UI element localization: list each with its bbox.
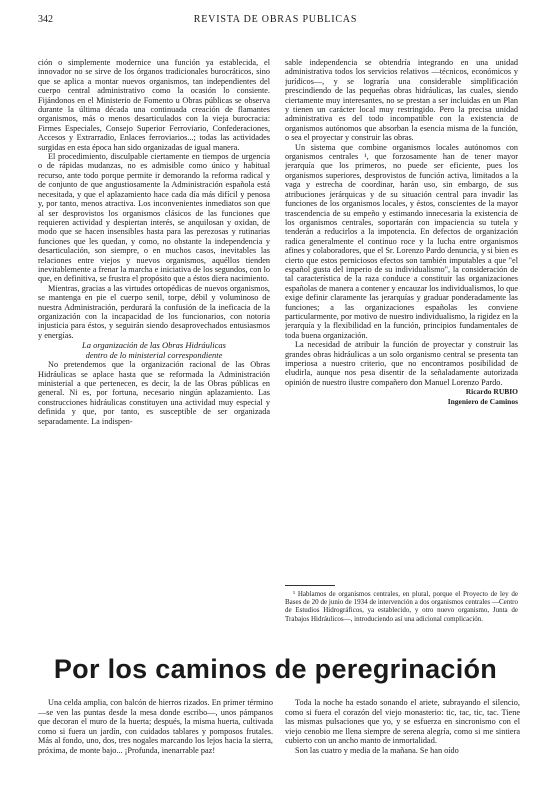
- section-subheading: [38, 340, 270, 360]
- paragraph: sable independencia se obtendría integrando en una unidad administrativa todos los servicios relativos —técnicos, económicos y jurídicos—, y se lograría una considerable simplificación prescindiendo de las pequeñas obras hidráulicas, las cuales, siendo ciertamente muy interesantes, no se prestan a ser incluidas en un Plan y tienen un carácter local muy restringido. Pero la precisa unidad administrativa es del todo incompatible con la existencia de organismos autónomos que absorban la esencia misma de la función, o sea el proyectar y construir las obras.: [285, 58, 518, 143]
- footnote-text: ¹ Hablamos de organismos centrales, en plural, porque el Proyecto de ley de Bases de 20 de junio de 1934 de intervención a dos organismos centrales —Centro de Estudios Hidrográficos, ya establecido, y otro nuevo organismo, Junta de Trabajos Hidráulicos—, introduciendo así una adicional complicación.: [285, 590, 518, 623]
- paragraph: ción o simplemente modernice una función ya establecida, el innovador no se sirve de los órganos tradicionales burocráticos, sino que se aplica a montar nuevos organismos, tan independientes del cuerpo central administrativo como la ocasión lo consiente. Fijándonos en el Ministerio de Fomento u Obras públicas se observa durante la última década una continuada creación de flamantes organismos, más o menos desarticulados con la vieja burocracia: Firmes Especiales, Consejo Superior Ferroviario, Confederaciones, Accesos y Extrarradio, Enlaces ferroviarios...; todas las actividades surgidas en esta época han sido organizadas de igual manera.: [38, 58, 270, 152]
- footnote: [285, 590, 518, 623]
- paragraph: Un sistema que combine organismos locales autónomos con organismos centrales ¹, que forzosamente han de tener mayor jerarquía que los primeros, no puede ser eficiente, pues los organismos superiores, desprovistos de función activa, limitados a la vaga y estrecha de coordinar, harán uso, sin embargo, de sus atribuciones jerárquicas y de su situación central para invadir las funciones de los organismos locales, y éstos, conscientes de la mayor trascendencia de su empeño y estimando innecesaria la existencia de los organismos centrales, soportarán con impaciencia su tutela y tenderán a reducirlos a la impotencia. En defectos de organización radica generalmente el continuo roce y la lucha entre organismos afines y colaboradores, que el Sr. Lorenzo Pardo denuncia, y si bien es cierto que estos perniciosos efectos son también imputables a que "el español gusta del imperio de su individualismo", la consideración de tal característica de la raza conduce a constituir las organizaciones españolas de manera a contener y encauzar los individualismos, lo que exige definir claramente las jerarquías y graduar ponderadamente las funciones; a las organizaciones españolas les conviene particularmente, por motivo de nuestro individualismo, la rigidez en la jerarquía y la flexibilidad en la función, principios fundamentales de toda buena organización.: [285, 142, 518, 340]
- paragraph: Son las cuatro y media de la mañana. Se han oído: [295, 745, 459, 755]
- footnote-rule: [285, 585, 335, 586]
- paragraph: No pretendemos que la organización racional de las Obras Hidráulicas se aplace hasta que se reformada la Administración ministerial a que pertenecen, es decir, la de las Obras públicas en general. Ni es, por fortuna, necesario ningún aplazamiento. Las construcciones hidráulicas constituyen una actividad muy especial y definida y que, por tanto, es susceptible de ser organizada separadamente. La indispen-: [38, 360, 270, 426]
- running-head: REVISTA DE OBRAS PUBLICAS: [193, 14, 358, 25]
- paragraph: El procedimiento, disculpable ciertamente en tiempos de urgencia o de rápidas mudanzas, no es admisible como único y habitual recurso, ante todo porque permite ir demorando la reforma radical y de conjunto de que angustiosamente la Administración española está necesitada, y que el aplazamiento hace cada día más difícil y penosa y, por tanto, menos atractiva. Los inconvenientes inmediatos son que al ser desprovistos los organismos clásicos de las funciones que requieren actividad y despiertan interés, se anquilosan y oxidan, de modo que se hacen insensibles hasta para las perezosas y rutinarias funciones que les quedan, y como, no obstante la independencia y desarticulación, son siempre, o en muchos casos, inevitables las relaciones entre viejos y nuevos organismos, aquéllos tienden inevitablemente a frenar la marcha e iniciativa de los segundos, con lo que, en definitiva, se frustra el propósito que a éstos diera nacimiento.: [38, 152, 270, 284]
- article-right-column: [285, 698, 520, 798]
- left-column: [38, 58, 270, 628]
- article-title: Por los caminos de peregrinación: [53, 654, 498, 684]
- author-signature: Ricardo RUBIO: [465, 387, 518, 397]
- paragraph: La necesidad de atribuir la función de proyectar y construir las grandes obras hidráulicas a un solo organismo central se presenta tan imperiosa a nuestro criterio, que no encontramos posibilidad de eludirla, aunque nos pesa disentir de la señaladamente autorizada opinión de nuestro ilustre compañero don Manuel Lorenzo Pardo.: [285, 340, 518, 387]
- paragraph: Una celda amplia, con balcón de hierros rizados. En primer término—se ven las puntas desde la mesa donde escribo—, unos pámpanos que decoran el muro de la huerta; después, la misma huerta, cultivada como si fuera un jardín, con cuidados tablares y pomposos frutales. Más al fondo, uno, dos, tres nogales marcando los lejos hacia la sierra, próxima, de monte bajo... ¡Profunda, inenarrable paz!: [38, 698, 273, 755]
- paragraph: Mientras, gracias a las virtudes ortopédicas de nuevos organismos, se mantenga en pie el cuerpo senil, torpe, débil y voluminoso de nuestra Administración, perdurará la confusión de la ineficacia de la organización con la incapacidad de los funcionarios, con notoria injusticia para éstos, y seguirán siendo desaprovechados entusiasmos y energías.: [38, 283, 270, 340]
- subheading-line: dentro de lo ministerial correspondiente: [85, 350, 223, 361]
- subheading-line: La organización de las Obras Hidráulicas: [82, 340, 226, 351]
- article-left-column: [38, 698, 273, 798]
- page-number: 342: [38, 14, 53, 25]
- paragraph: Toda la noche ha estado sonando el ariete, subrayando el silencio, como si fuera el corazón del viejo monasterio: tic, tac, tic, tac. Tiene las mismas pulsaciones que yo, y se esfuerza en sincronismo con el viejo cenobio me llena siempre de serena alegría, como si me sintiera cubierto con un ancho manto de inmortalidad.: [285, 698, 520, 746]
- author-title: Ingeniero de Caminos: [447, 396, 518, 406]
- right-column: [285, 58, 518, 578]
